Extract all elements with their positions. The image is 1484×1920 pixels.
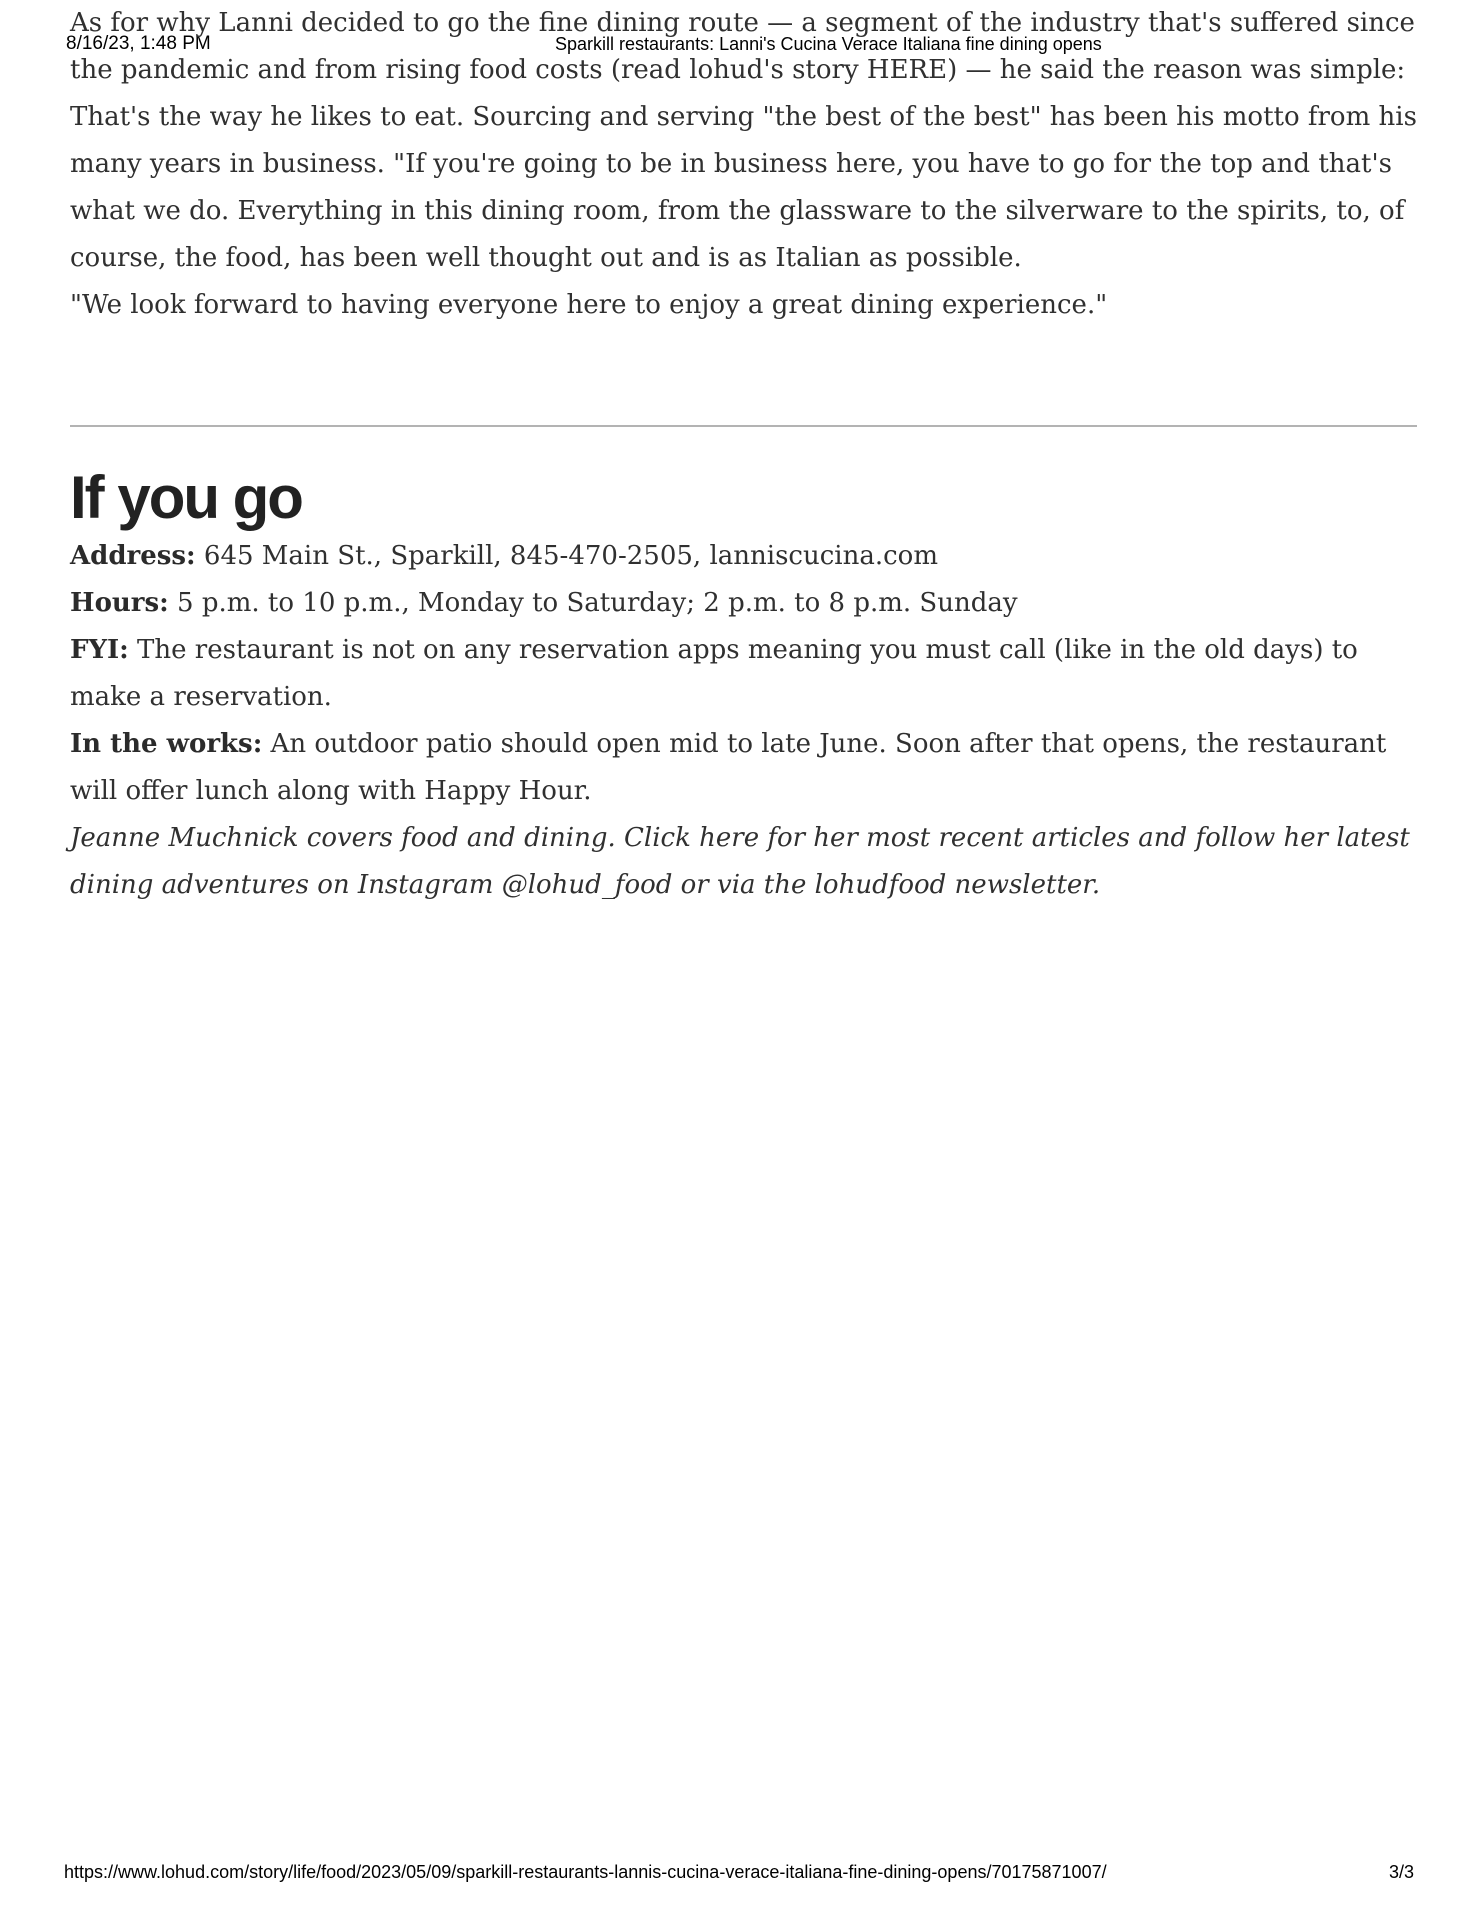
info-address-row — [70, 533, 1417, 580]
print-document-title: Sparkill restaurants: Lanni's Cucina Verace Italiana fine dining opens — [555, 34, 1102, 54]
section-heading: If you go — [70, 464, 302, 531]
info-in-the-works-text: An outdoor patio should open mid to late June. Soon after that opens, the restaurant will offer lunch along with Happy Hour. — [70, 729, 1387, 806]
print-page-number: 3/3 — [1388, 1862, 1414, 1882]
print-source-url: https://www.lohud.com/story/life/food/2023/05/09/sparkill-restaurants-lannis-cucina-verace-italiana-fine-dining-opens/70175871007/ — [64, 1862, 1107, 1882]
info-address-label: Address: — [70, 541, 196, 571]
info-in-the-works-label: In the works: — [70, 729, 263, 759]
article-quote-paragraph: "We look forward to having everyone here to enjoy a great dining experience." — [70, 290, 1108, 320]
section-divider — [70, 425, 1417, 427]
info-fyi-text: The restaurant is not on any reservation apps meaning you must call (like in the old days) to make a reservation. — [70, 635, 1358, 712]
info-hours-row — [70, 580, 1417, 627]
info-fyi-label: FYI: — [70, 635, 129, 665]
info-hours-text: 5 p.m. to 10 p.m., Monday to Saturday; 2 p.m. to 8 p.m. Sunday — [168, 588, 1018, 618]
info-in-the-works-row — [70, 721, 1417, 815]
article-paragraph: As for why Lanni decided to go the fine dining route — a segment of the industry that's suffered since the pandemic and from rising food costs (read lohud's story HERE) — he said the reason was simple: That's the way he likes to eat. Sourcing and serving "the best of the best" has been his motto from his many years in business. "If you're going to be in business here, you have to go for the top and that's what we do. Everything in this dining room, from the glassware to the silverware to the spirits, to, of course, the food, has been well thought out and is as Italian as possible. — [70, 8, 1417, 273]
reporter-note: Jeanne Muchnick covers food and dining. Click here for her most recent articles and follow her latest dining adventures on Instagram @lohud_food or via the lohudfood newsletter. — [70, 823, 1410, 900]
print-footer — [0, 1862, 1484, 1886]
print-datetime: 8/16/23, 1:48 PM — [66, 33, 211, 54]
info-address-text: 645 Main St., Sparkill, 845-470-2505, lanniscucina.com — [195, 541, 938, 571]
info-hours-label: Hours: — [70, 588, 169, 618]
info-fyi-row — [70, 627, 1417, 721]
article-body — [70, 0, 1417, 909]
